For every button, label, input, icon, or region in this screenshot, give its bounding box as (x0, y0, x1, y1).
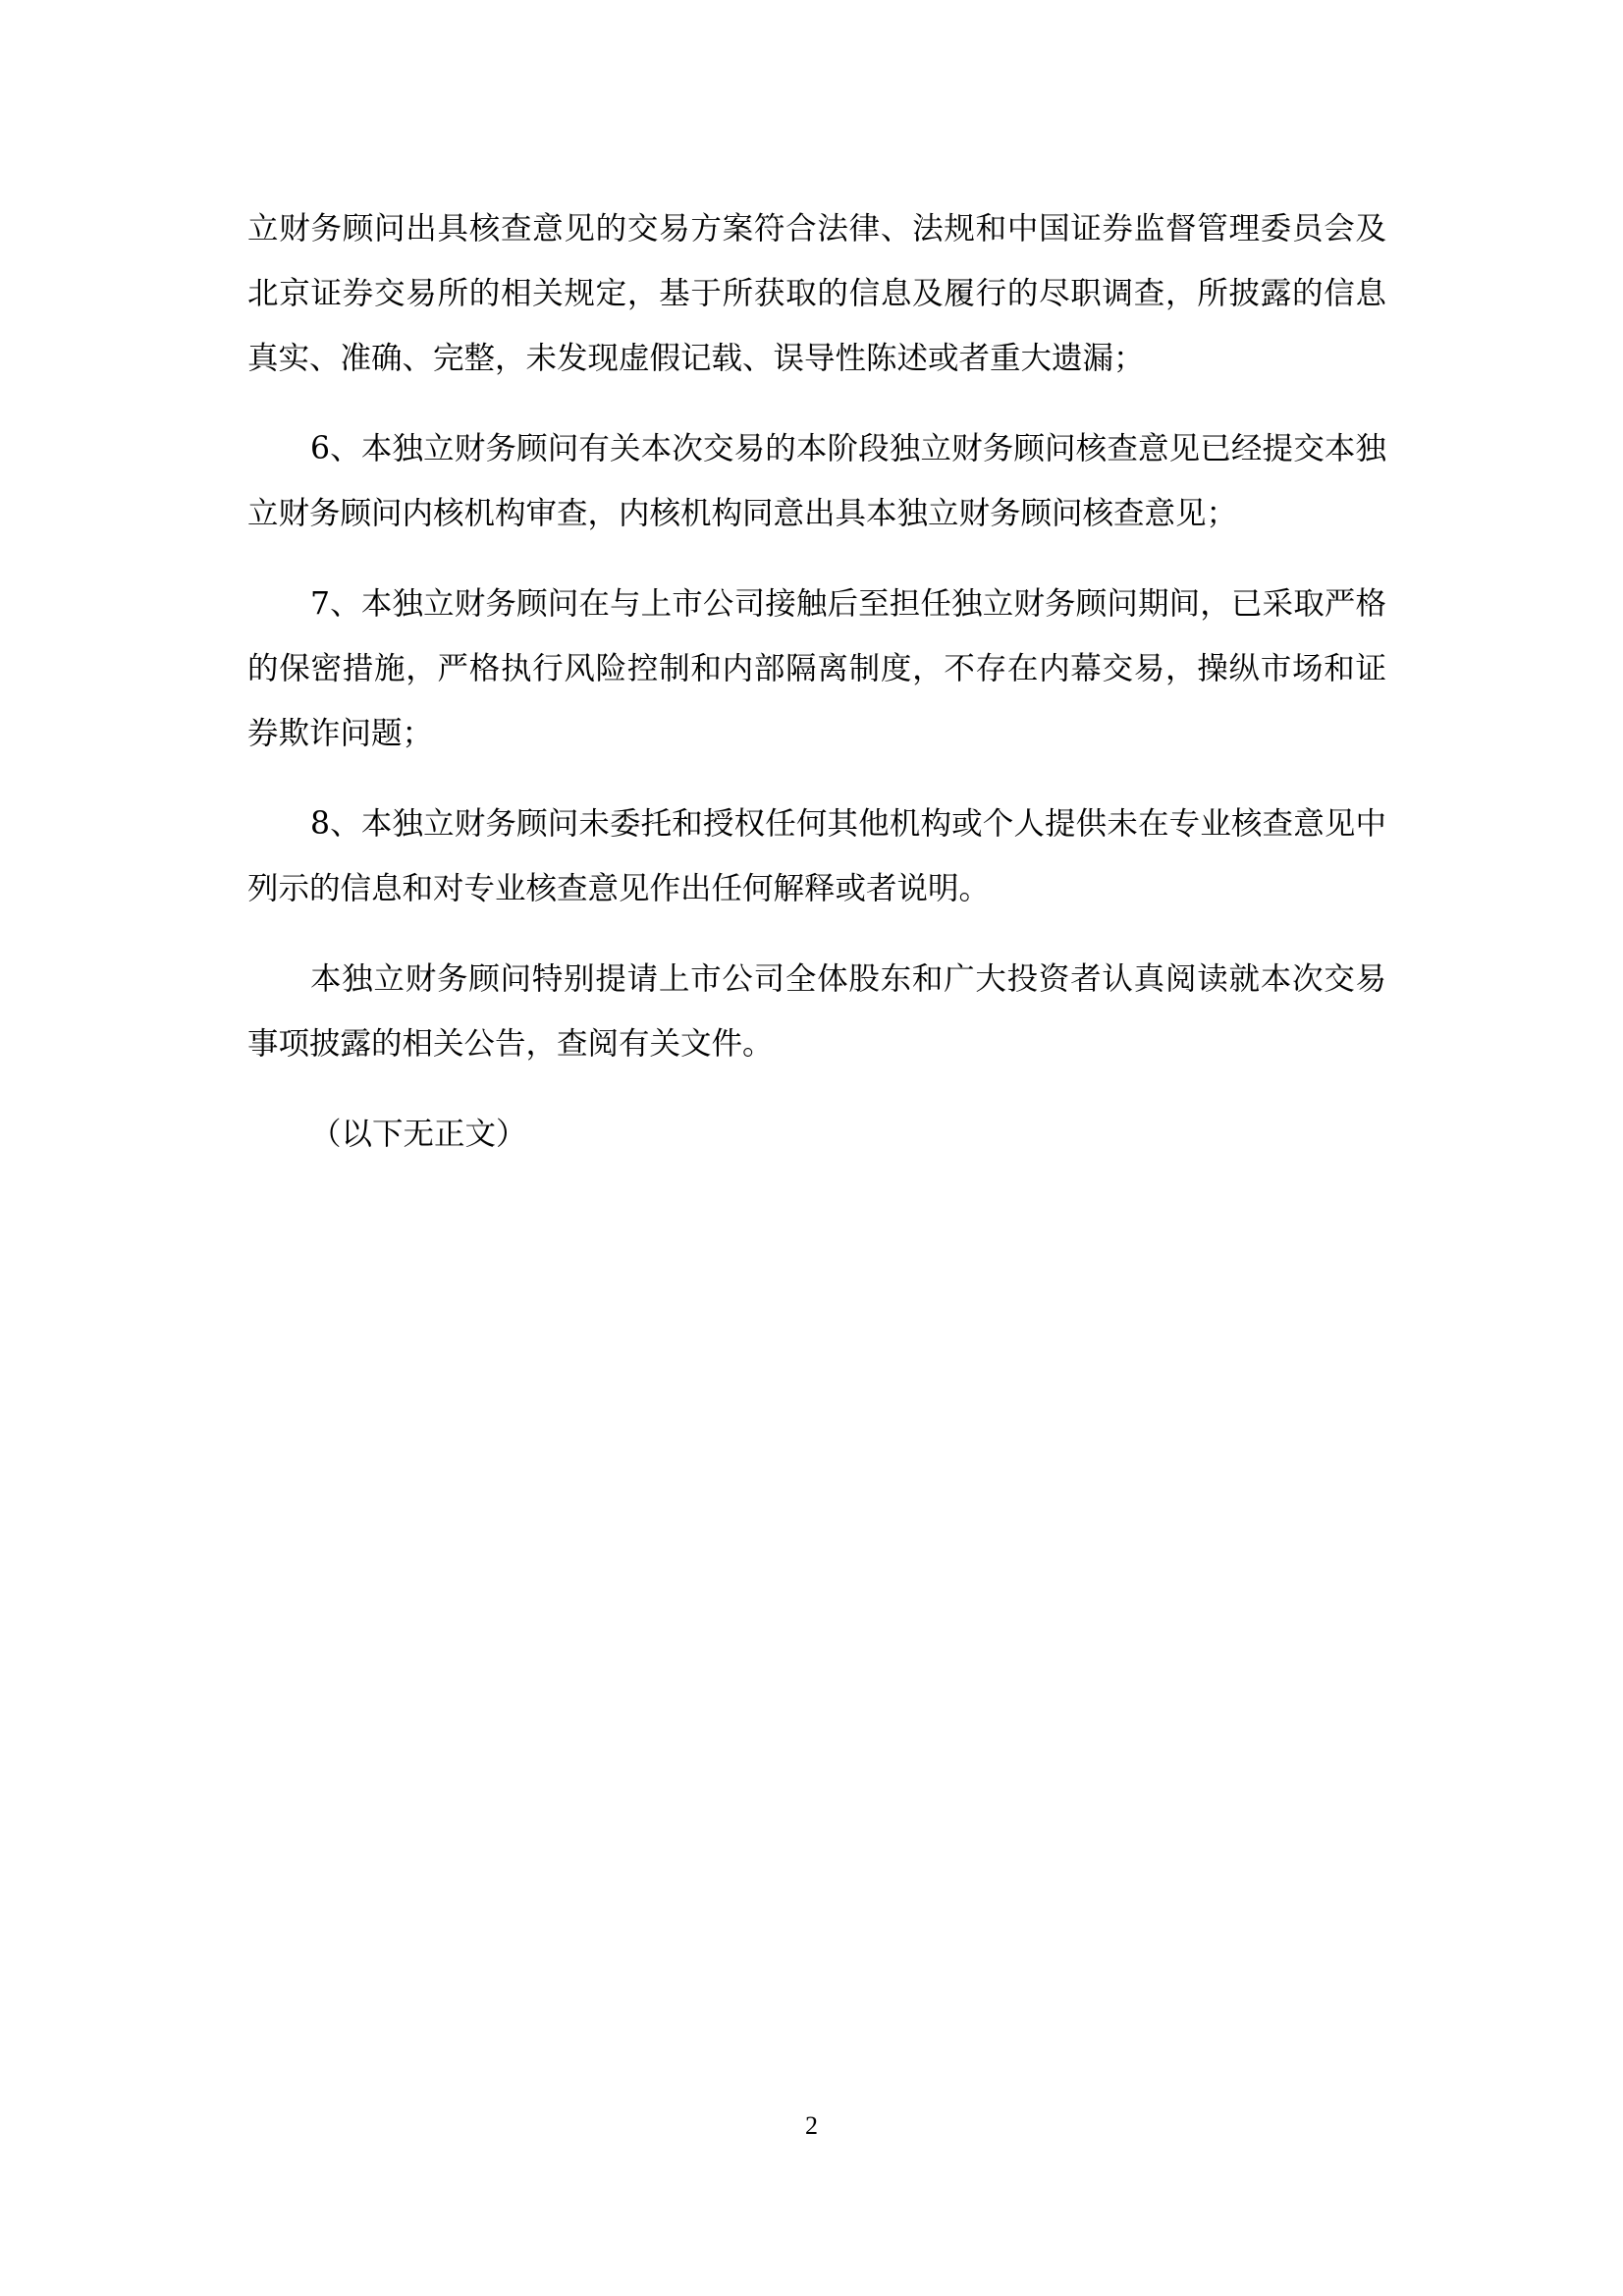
document-body (247, 196, 1386, 1192)
page-number: 2 (805, 2111, 818, 2140)
paragraph-item-8: 8、本独立财务顾问未委托和授权任何其他机构或个人提供未在专业核查意见中列示的信息和对专业核查意见作出任何解释或者说明。 (247, 806, 1386, 906)
paragraph-reminder: 本独立财务顾问特别提请上市公司全体股东和广大投资者认真阅读就本次交易事项披露的相关公告，查阅有关文件。 (247, 961, 1386, 1062)
paragraph-item-6: 6、本独立财务顾问有关本次交易的本阶段独立财务顾问核查意见已经提交本独立财务顾问内核机构审查，内核机构同意出具本独立财务顾问核查意见； (247, 431, 1386, 531)
paragraph-end-note: （以下无正文） (310, 1117, 527, 1152)
paragraph-item-7: 7、本独立财务顾问在与上市公司接触后至担任独立财务顾问期间，已采取严格的保密措施，严格执行风险控制和内部隔离制度，不存在内幕交易，操纵市场和证券欺诈问题； (247, 586, 1386, 751)
paragraph-continuation: 立财务顾问出具核查意见的交易方案符合法律、法规和中国证券监督管理委员会及北京证券交易所的相关规定，基于所获取的信息及履行的尽职调查，所披露的信息真实、准确、完整，未发现虚假记载、误导性陈述或者重大遗漏； (247, 211, 1386, 376)
